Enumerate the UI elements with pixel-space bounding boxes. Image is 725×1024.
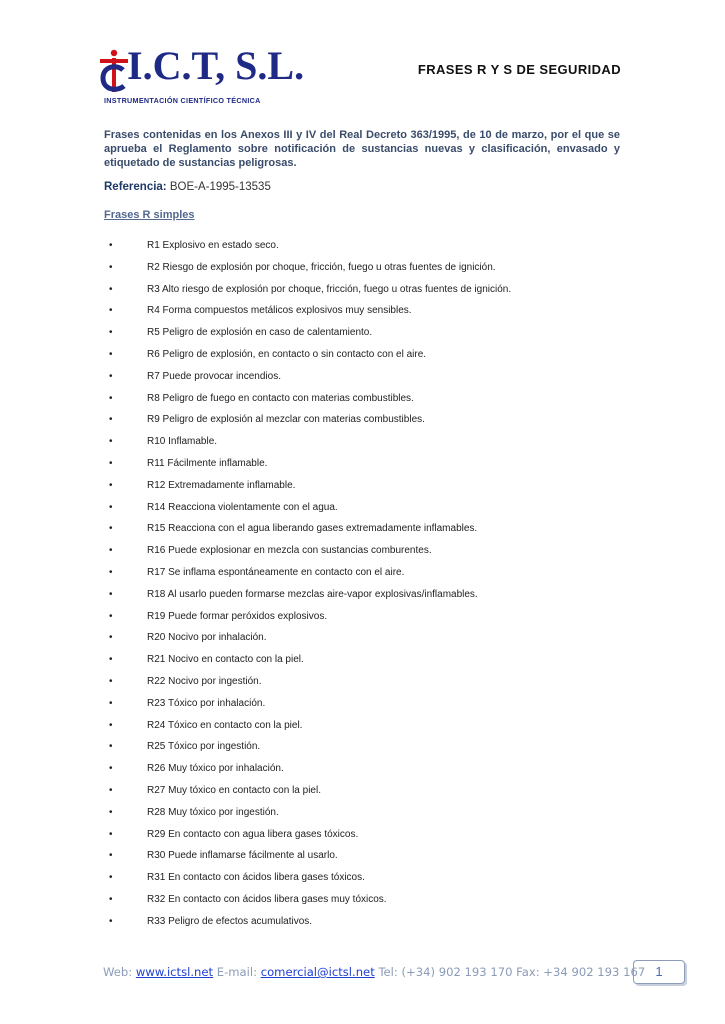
bullet-icon: • [109, 370, 113, 382]
bullet-icon: • [109, 893, 113, 905]
bullet-icon: • [109, 610, 113, 622]
company-logo [97, 43, 305, 110]
bullet-icon: • [109, 545, 113, 557]
bullet-icon: • [109, 588, 113, 600]
section-heading: Frases R simples [104, 209, 195, 221]
r-phrases-list [104, 240, 624, 938]
list-item [104, 436, 624, 458]
list-item [104, 611, 624, 633]
bullet-icon: • [109, 392, 113, 404]
list-item [104, 567, 624, 589]
bullet-icon: • [109, 784, 113, 796]
list-item-text: R2 Riesgo de explosión por choque, fricción, fuego u otras fuentes de ignición. [147, 261, 496, 273]
list-item [104, 916, 624, 938]
bullet-icon: • [109, 523, 113, 535]
logo-emblem-icon [97, 48, 131, 98]
intro-paragraph: Frases contenidas en los Anexos III y IV del Real Decreto 363/1995, de 10 de marzo, por el que se aprueba el Reglamento sobre notificación de sustancias nuevas y clasificación, envasado y etiquetado de sustancias peligrosas. [104, 129, 620, 169]
list-item-text: R12 Extremadamente inflamable. [147, 479, 296, 491]
bullet-icon: • [109, 850, 113, 862]
list-item [104, 829, 624, 851]
list-item-text: R5 Peligro de explosión en caso de calentamiento. [147, 327, 373, 339]
list-item [104, 240, 624, 262]
bullet-icon: • [109, 654, 113, 666]
list-item [104, 480, 624, 502]
bullet-icon: • [109, 305, 113, 317]
bullet-icon: • [109, 479, 113, 491]
list-item [104, 589, 624, 611]
list-item-text: R4 Forma compuestos metálicos explosivos muy sensibles. [147, 305, 412, 317]
logo-subtitle: INSTRUMENTACIÓN CIENTÍFICO TÉCNICA [104, 96, 261, 105]
list-item-text: R20 Nocivo por inhalación. [147, 632, 267, 644]
list-item [104, 720, 624, 742]
bullet-icon: • [109, 806, 113, 818]
email-link[interactable]: comercial@ictsl.net [260, 965, 375, 979]
list-item-text: R16 Puede explosionar en mezcla con sustancias comburentes. [147, 545, 432, 557]
list-item-text: R29 En contacto con agua libera gases tóxicos. [147, 828, 359, 840]
bullet-icon: • [109, 566, 113, 578]
page-number: 1 [633, 960, 685, 984]
list-item [104, 785, 624, 807]
list-item [104, 371, 624, 393]
list-item [104, 393, 624, 415]
list-item [104, 502, 624, 524]
bullet-icon: • [109, 348, 113, 360]
list-item-text: R31 En contacto con ácidos libera gases tóxicos. [147, 872, 365, 884]
list-item [104, 872, 624, 894]
list-item-text: R25 Tóxico por ingestión. [147, 741, 261, 753]
list-item-text: R10 Inflamable. [147, 436, 218, 448]
reference-value: BOE-A-1995-13535 [169, 181, 271, 193]
list-item-text: R14 Reacciona violentamente con el agua. [147, 501, 338, 513]
list-item-text: R22 Nocivo por ingestión. [147, 675, 262, 687]
list-item-text: R24 Tóxico en contacto con la piel. [147, 719, 303, 731]
list-item [104, 349, 624, 371]
list-item-text: R26 Muy tóxico por inhalación. [147, 763, 284, 775]
reference-line [104, 181, 271, 193]
list-item-text: R23 Tóxico por inhalación. [147, 697, 266, 709]
bullet-icon: • [109, 872, 113, 884]
bullet-icon: • [109, 283, 113, 295]
bullet-icon: • [109, 741, 113, 753]
list-item [104, 284, 624, 306]
list-item-text: R33 Peligro de efectos acumulativos. [147, 915, 313, 927]
logo-text: I.C.T, S.L. [127, 43, 305, 88]
list-item [104, 458, 624, 480]
document-title: FRASES R Y S DE SEGURIDAD [417, 62, 621, 77]
list-item-text: R1 Explosivo en estado seco. [147, 240, 279, 251]
list-item [104, 262, 624, 284]
list-item-text: R11 Fácilmente inflamable. [147, 457, 268, 469]
bullet-icon: • [109, 414, 113, 426]
list-item [104, 305, 624, 327]
list-item [104, 632, 624, 654]
bullet-icon: • [109, 915, 113, 927]
bullet-icon: • [109, 675, 113, 687]
bullet-icon: • [109, 436, 113, 448]
list-item-text: R6 Peligro de explosión, en contacto o sin contacto con el aire. [147, 348, 427, 360]
footer-contact: Tel: (+34) 902 193 170 Fax: +34 902 193 167 [378, 965, 646, 979]
list-item-text: R18 Al usarlo pueden formarse mezclas aire-vapor explosivas/inflamables. [147, 588, 478, 600]
list-item-text: R3 Alto riesgo de explosión por choque, fricción, fuego u otras fuentes de ignición. [147, 283, 512, 295]
bullet-icon: • [109, 261, 113, 273]
list-item [104, 327, 624, 349]
list-item [104, 523, 624, 545]
list-item-text: R15 Reacciona con el agua liberando gases extremadamente inflamables. [147, 523, 478, 535]
list-item [104, 763, 624, 785]
list-item-text: R17 Se inflama espontáneamente en contacto con el aire. [147, 566, 405, 578]
footer-web-label: Web: [103, 965, 133, 979]
list-item [104, 850, 624, 872]
bullet-icon: • [109, 240, 113, 251]
list-item-text: R8 Peligro de fuego en contacto con materias combustibles. [147, 392, 414, 404]
bullet-icon: • [109, 501, 113, 513]
list-item-text: R19 Puede formar peróxidos explosivos. [147, 610, 328, 622]
page-footer [103, 965, 645, 979]
footer-email-label: E-mail: [216, 965, 258, 979]
bullet-icon: • [109, 457, 113, 469]
bullet-icon: • [109, 632, 113, 644]
list-item [104, 414, 624, 436]
website-link[interactable]: www.ictsl.net [135, 965, 214, 979]
bullet-icon: • [109, 763, 113, 775]
list-item [104, 676, 624, 698]
list-item-text: R32 En contacto con ácidos libera gases muy tóxicos. [147, 893, 387, 905]
list-item-text: R27 Muy tóxico en contacto con la piel. [147, 784, 321, 796]
list-item-text: R30 Puede inflamarse fácilmente al usarlo. [147, 850, 338, 862]
bullet-icon: • [109, 327, 113, 339]
list-item [104, 654, 624, 676]
bullet-icon: • [109, 697, 113, 709]
list-item-text: R9 Peligro de explosión al mezclar con materias combustibles. [147, 414, 425, 426]
list-item-text: R21 Nocivo en contacto con la piel. [147, 654, 304, 666]
list-item [104, 545, 624, 567]
list-item-text: R7 Puede provocar incendios. [147, 370, 281, 382]
list-item [104, 698, 624, 720]
bullet-icon: • [109, 828, 113, 840]
list-item [104, 741, 624, 763]
reference-label: Referencia: [104, 181, 167, 193]
list-item-text: R28 Muy tóxico por ingestión. [147, 806, 279, 818]
list-item [104, 807, 624, 829]
bullet-icon: • [109, 719, 113, 731]
list-item [104, 894, 624, 916]
